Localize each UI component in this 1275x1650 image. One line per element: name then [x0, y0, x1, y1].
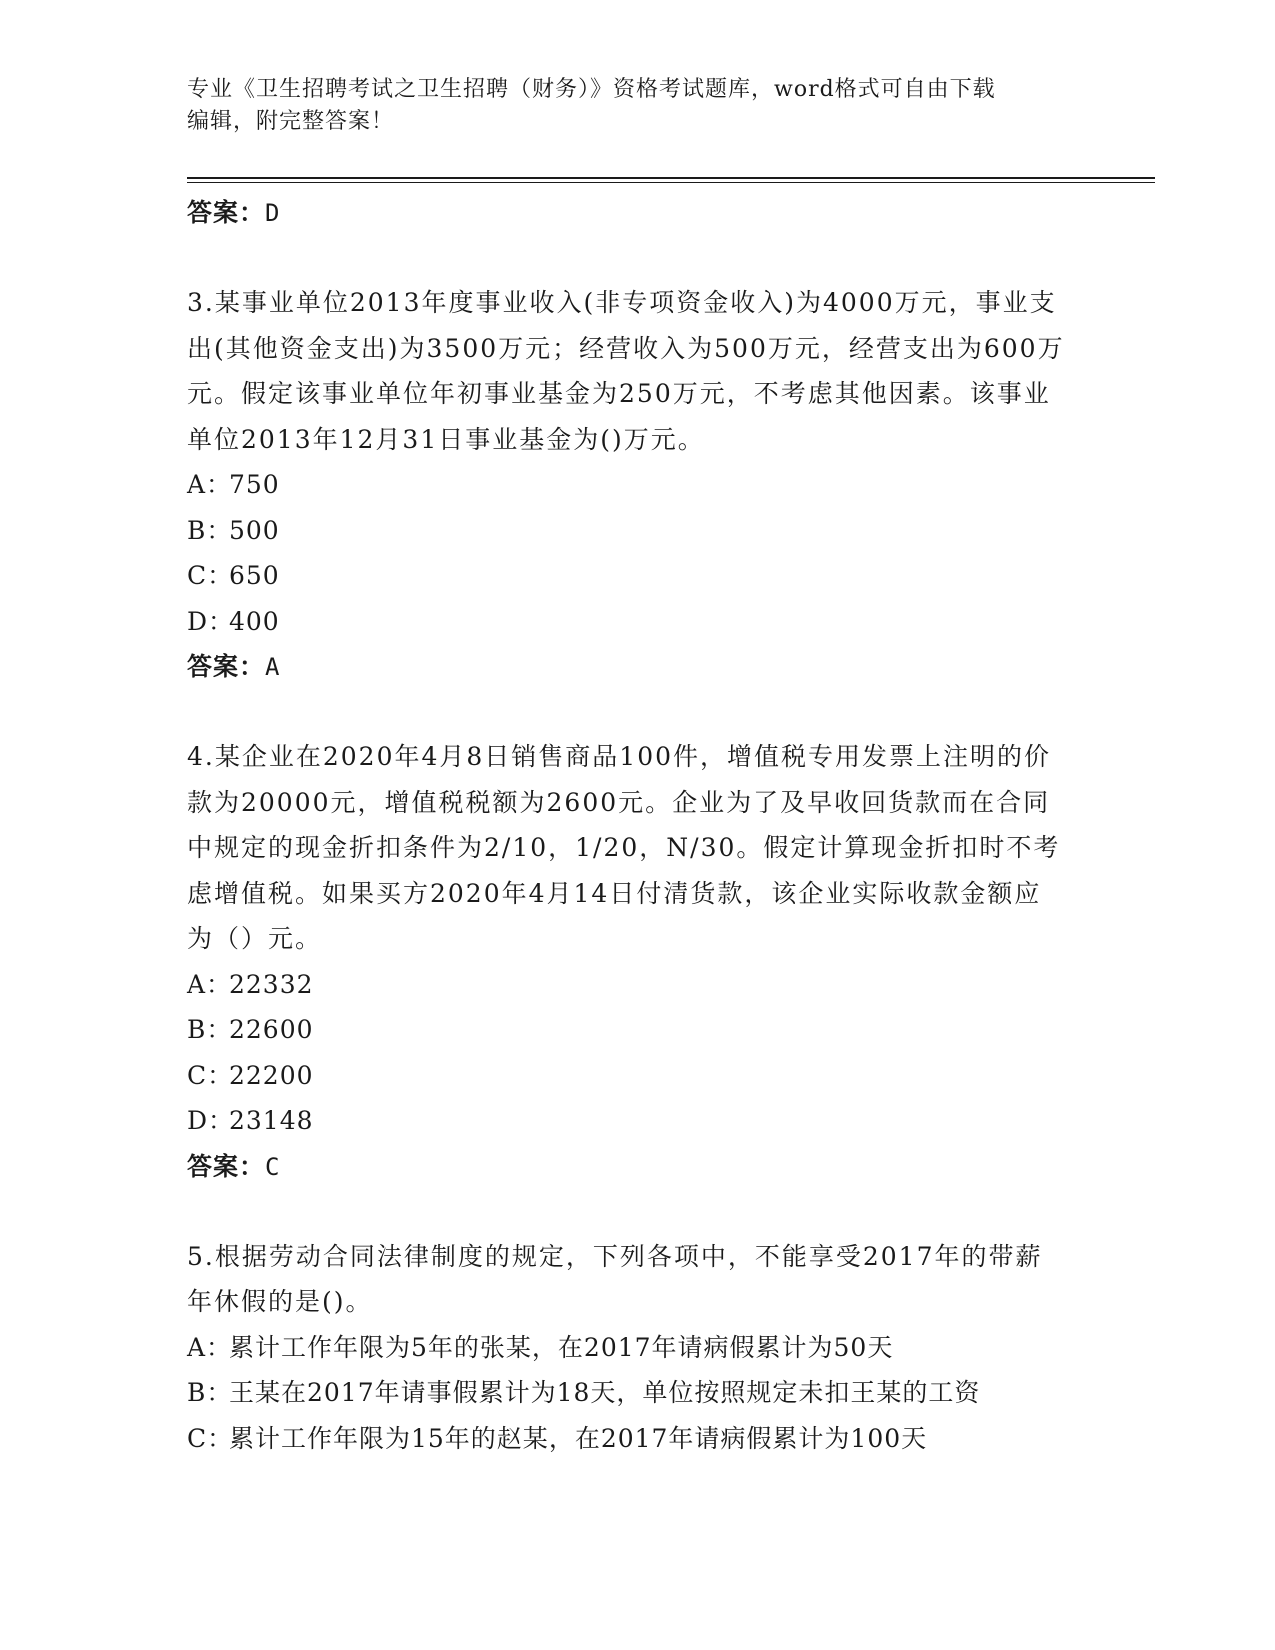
option-b [187, 508, 1067, 554]
option-key: B： [187, 1015, 233, 1044]
answer-value: A [265, 653, 281, 681]
option-text: 累计工作年限为15年的赵某，在2017年请病假累计为100天 [229, 1423, 928, 1453]
answer-line [187, 190, 1067, 236]
option-d [187, 1098, 1067, 1144]
option-key: A： [187, 969, 233, 999]
option-text: 王某在2017年请事假累计为18天，单位按照规定未扣王某的工资 [229, 1378, 981, 1407]
answer-line [187, 644, 1067, 690]
option-text: 22600 [229, 1015, 314, 1044]
question-block [187, 1234, 1067, 1462]
answer-line [187, 1144, 1067, 1190]
option-a [187, 962, 1067, 1008]
header-line-1: 专业《卫生招聘考试之卫生招聘（财务）》资格考试题库，word格式可自由下载 [187, 77, 996, 102]
option-b [187, 1007, 1067, 1053]
option-c [187, 553, 1067, 599]
option-key: A： [187, 1332, 233, 1362]
option-key: C： [187, 1423, 234, 1453]
option-c [187, 1053, 1067, 1099]
option-b [187, 1370, 1067, 1416]
option-key: B： [187, 515, 233, 545]
option-key: D： [187, 606, 235, 636]
option-key: A： [187, 470, 233, 499]
option-key: C： [187, 561, 234, 590]
header-line-2: 编辑，附完整答案！ [187, 109, 395, 134]
option-key: C： [187, 1060, 234, 1090]
answer-value: D [265, 199, 281, 227]
question-stem: 4.某企业在2020年4月8日销售商品100件，增值税专用发票上注明的价款为20000元，增值税税额为2600元。企业为了及早收回货款而在合同中规定的现金折扣条件为2/10，1/20，N/30。假定计算现金折扣时不考虑增值税。如果买方2020年4月14日付清货款，该企业实际收款金额应为（）元。 [187, 742, 1061, 953]
option-text: 22200 [229, 1060, 314, 1090]
option-text: 500 [229, 515, 280, 545]
answer-value: C [265, 1152, 281, 1181]
answer-label: 答案： [187, 198, 266, 227]
option-key: B： [187, 1378, 233, 1407]
option-text: 22332 [229, 969, 314, 999]
answer-label: 答案： [187, 652, 266, 681]
document-header [187, 74, 1067, 138]
header-divider-thin [187, 182, 1155, 183]
option-a [187, 462, 1067, 508]
option-c [187, 1416, 1067, 1462]
header-divider-thick [187, 177, 1155, 179]
option-key: D： [187, 1106, 235, 1135]
option-text: 累计工作年限为5年的张某，在2017年请病假累计为50天 [229, 1332, 894, 1362]
answer-label: 答案： [187, 1151, 266, 1181]
option-text: 650 [229, 561, 280, 590]
question-stem: 3.某事业单位2013年度事业收入(非专项资金收入)为4000万元，事业支出(其他资金支出)为3500万元；经营收入为500万元，经营支出为600万元。假定该事业单位年初事业基金为250万元，不考虑其他因素。该事业单位2013年12月31日事业基金为()万元。 [187, 288, 1065, 454]
option-a [187, 1325, 1067, 1371]
question-stem: 5.根据劳动合同法律制度的规定，下列各项中，不能享受2017年的带薪年休假的是()。 [187, 1241, 1043, 1316]
option-text: 750 [229, 470, 280, 499]
question-block [187, 280, 1067, 690]
document-body [187, 190, 1067, 1461]
option-text: 400 [229, 606, 280, 636]
question-block [187, 734, 1067, 1190]
option-d [187, 599, 1067, 645]
option-text: 23148 [229, 1106, 314, 1135]
